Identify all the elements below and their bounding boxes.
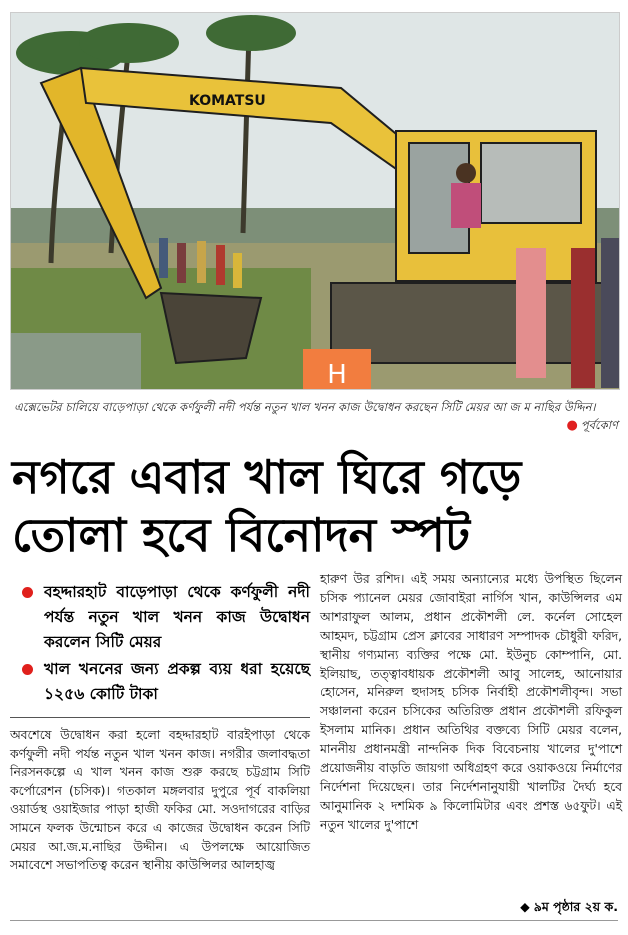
bottom-divider — [10, 920, 618, 921]
excavator-photo-illustration — [11, 13, 620, 390]
brand-badge-letter: H — [327, 360, 347, 390]
article-body-right: হারুণ উর রশিদ। এই সময় অন্যান্যের মধ্যে উপস্থিত ছিলেন চসিক প্যানেল মেয়র জোবাইরা নার্গিস খান, কাউন্সিলর এম আশরাফুল আলম, প্রধান প্রকৌশলী লে. কর্নেল সোহেল আহমদ, চট্টগ্রাম প্রেস ক্লাবের সাধারণ সম্পাদক চৌধুরী ফরিদ, স্থানীয় গণ্যমান্য ব্যক্তির পক্ষে মো. ইউনুচ কোম্পানি, মো. ইলিয়াছ, তত্ত্বাবধায়ক প্রকৌশলী আবু সালেহ, আনোয়ার হোসেন, মনিরুল হুদাসহ চসিক নির্বাহী প্রকৌশলীবৃন্দ। সভা সঞ্চালনা করেন চসিকের অতিরিক্ত প্রধান প্রকৌশলী রফিকুল ইসলাম মানিক। প্রধান অতিথির বক্তব্যে সিটি মেয়র বলেন, মাননীয় প্রধানমন্ত্রী নান্দনিক দিক বিবেচনায় খালের দু'পাশে প্রয়োজনীয় বাড়তি জায়গা অধিগ্রহণ করে ওয়াকওয়ে নির্মাণের নির্দেশনা দিয়েছেন। তার নির্দেশনানুযায়ী খালটির দৈর্ঘ্য হবে আনুমানিক ২ দশমিক ৯ কিলোমিটার এবং প্রশস্ত ৬৫ফুট। এই নতুন খালের দু'পাশে — [320, 572, 622, 832]
left-column — [10, 576, 310, 875]
photo-caption: এক্সেভেটর চালিয়ে বাড়েপাড়া থেকে কর্ণফুলী নদী পর্যন্ত নতুন খাল খনন কাজ উদ্বোধন করছেন সিটি মেয়র আ জ ম নাছির উদ্দিন। — [14, 400, 596, 414]
continued-text: ৯ম পৃষ্ঠার ২য় ক. — [533, 899, 618, 914]
credit-bullet-icon: ● — [566, 418, 578, 433]
red-bullet-icon — [22, 587, 33, 598]
section-divider — [10, 717, 310, 718]
headline — [12, 448, 618, 564]
red-bullet-icon — [22, 664, 33, 675]
highlights-list — [10, 580, 310, 707]
photo-credit — [566, 417, 618, 436]
article-body-left: অবশেষে উদ্বোধন করা হলো বহদ্দারহাট বারইপাড়া থেকে কর্ণফুলী নদী পর্যন্ত নতুন খাল খনন কাজ। নগরীর জলাবদ্ধতা নিরসনকল্পে এ খাল খনন কাজ শুরু করছে চট্টগ্রাম সিটি কর্পোরেশন (চসিক)। গতকাল মঙ্গলবার দুপুরে পূর্ব বাকলিয়া ওয়ার্ডস্থ ওয়াইজার পাড়া হাজী ফকির মো. সওদাগরের বাড়ির সামনে ফলক উন্মোচন করে এ কাজের উদ্বোধন করেন সিটি মেয়র আ.জ.ম.নাছির উদ্দীন। এ উপলক্ষে আয়োজিত সমাবেশে সভাপতিত্ব করেন স্থানীয় কাউন্সিলর আলহাজ্ব — [10, 728, 310, 873]
highlight-item — [10, 657, 310, 707]
headline-line-1: নগরে এবার খাল ঘিরে গড়ে — [12, 450, 522, 504]
right-column — [320, 570, 622, 835]
excavator-brand-label: KOMATSU — [189, 93, 266, 109]
highlight-text: খাল খননের জন্য প্রকল্প ব্যয় ধরা হয়েছে ১২৫৬ কোটি টাকা — [44, 660, 310, 703]
highlight-item — [10, 580, 310, 655]
continued-jump[interactable] — [520, 899, 618, 919]
credit-text: পূর্বকোণ — [580, 418, 618, 432]
news-photo — [10, 12, 620, 390]
continue-arrow-icon: ◆ — [520, 899, 530, 914]
brand-badge — [303, 349, 371, 390]
highlight-text: বহদ্দারহাট বাড়েপাড়া থেকে কর্ণফুলী নদী পর্যন্ত নতুন খাল খনন কাজ উদ্বোধন করলেন সিটি মেয়র — [44, 583, 310, 651]
headline-line-2: তোলা হবে বিনোদন স্পট — [12, 508, 470, 562]
